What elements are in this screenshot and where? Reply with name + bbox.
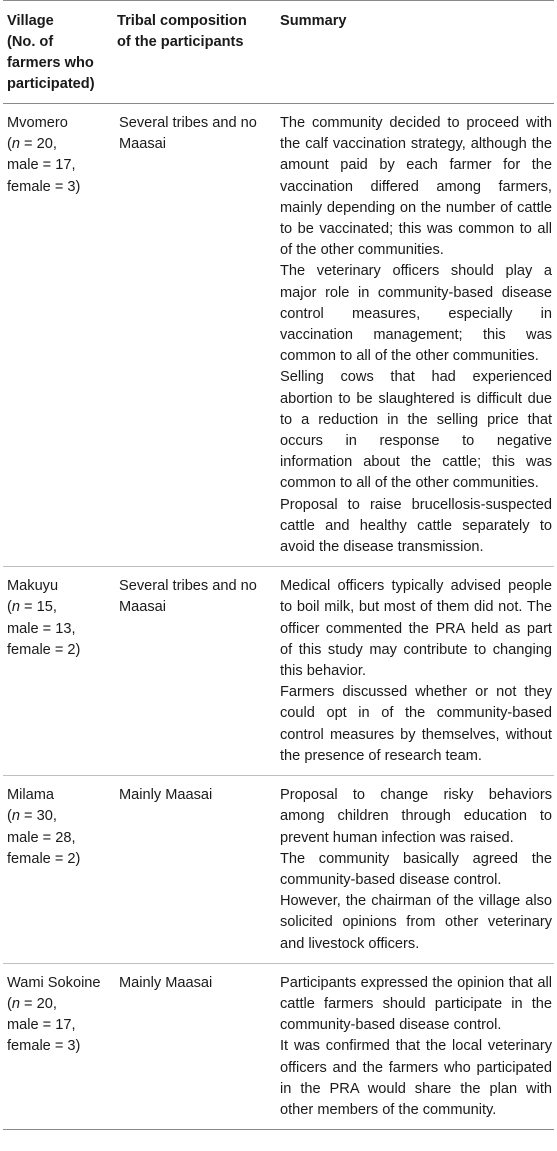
- village-cell: Mvomero (n = 20, male = 17, female = 3): [7, 115, 81, 195]
- n-letter: n: [11, 599, 20, 616]
- header-summary: Summary: [280, 13, 347, 29]
- n-value: = 30,: [20, 808, 57, 825]
- table-row: [3, 567, 554, 776]
- header-tribal-line: of the participants: [117, 34, 244, 50]
- header-village-line: (No. of: [7, 34, 54, 50]
- n-letter: n: [11, 995, 20, 1012]
- village-cell: Milama (n = 30, male = 28, female = 2): [7, 787, 81, 867]
- table-row: [3, 776, 554, 964]
- table-header-row: [3, 1, 554, 104]
- header-village: [3, 1, 113, 104]
- summary-cell: [276, 567, 554, 776]
- summary-paragraph: Participants expressed the opinion that all cattle farmers should participate in the community-based disease control.: [280, 974, 552, 1034]
- male-count: male = 28,: [7, 829, 76, 846]
- n-value: = 15,: [20, 599, 57, 616]
- tribal-cell: Several tribes and no Maasai: [119, 115, 257, 153]
- summary-paragraph: Selling cows that had experienced abortion to be slaughtered is difficult due to a reduction in the selling price that occurs in response to negative information about the cattle; this was common to all of the other communities.: [280, 369, 552, 492]
- tribal-cell: Several tribes and no Maasai: [119, 578, 257, 616]
- tribal-cell: Mainly Maasai: [119, 787, 213, 804]
- summary-paragraph: The community decided to proceed with the calf vaccination strategy, although the amount paid by each farmer for the vaccination differed among farmers, mainly depending on the number of cattle to be vaccinated; this was common to all of the other communities.: [280, 115, 552, 259]
- summary-paragraph: Farmers discussed whether or not they could opt in of the community-based control measures by themselves, without the presence of research team.: [280, 684, 552, 764]
- table-row: [3, 104, 554, 567]
- header-tribal-line: Tribal composition: [117, 13, 247, 29]
- male-count: male = 17,: [7, 157, 76, 174]
- village-name: Makuyu: [7, 578, 59, 595]
- male-count: male = 17,: [7, 1017, 76, 1034]
- summary-cell: [276, 104, 554, 567]
- summary-paragraph: Proposal to change risky behaviors among children through education to prevent human infection was raised.: [280, 787, 552, 846]
- header-village-line: farmers who: [7, 55, 94, 71]
- header-tribal: [113, 1, 276, 104]
- tribal-cell: Mainly Maasai: [119, 974, 213, 991]
- n-value: = 20,: [20, 136, 57, 153]
- table-row: [3, 963, 554, 1129]
- male-count: male = 13,: [7, 620, 76, 637]
- female-count: female = 2): [7, 850, 81, 867]
- header-village-line: Village: [7, 13, 54, 29]
- summary-paragraph: Proposal to raise brucellosis-suspected cattle and healthy cattle separately to avoid the disease transmission.: [280, 496, 552, 556]
- village-name: Mvomero: [7, 115, 68, 131]
- summary-paragraph: The veterinary officers should play a major role in community-based disease control measures, especially in vaccination management; this was common to all of the other communities.: [280, 263, 552, 365]
- female-count: female = 3): [7, 1038, 81, 1055]
- summary-paragraph: Medical officers typically advised people to boil milk, but most of them did not. The officer commented the PRA held as part of this study may contribute to changing this behavior.: [280, 578, 552, 680]
- summary-paragraph: However, the chairman of the village also solicited opinions from other veterinary and livestock officers.: [280, 893, 552, 952]
- summary-paragraph: It was confirmed that the local veterinary officers and the farmers who participated in the PRA would share the plan with other members of the community.: [280, 1038, 552, 1118]
- summary-cell: [276, 776, 554, 964]
- village-name: Milama: [7, 787, 55, 804]
- summary-paragraph: The community basically agreed the community-based disease control.: [280, 850, 552, 888]
- village-name: Wami Sokoine: [7, 974, 101, 991]
- summary-cell: [276, 963, 554, 1129]
- n-letter: n: [11, 136, 20, 153]
- n-letter: n: [11, 808, 20, 825]
- female-count: female = 2): [7, 641, 81, 658]
- female-count: female = 3): [7, 178, 81, 195]
- header-village-line: participated): [7, 76, 95, 92]
- n-value: = 20,: [20, 995, 57, 1012]
- village-summary-table: [3, 0, 554, 1130]
- village-cell: Makuyu (n = 15, male = 13, female = 2): [7, 578, 81, 658]
- village-cell: Wami Sokoine (n = 20, male = 17, female = 3): [7, 974, 101, 1055]
